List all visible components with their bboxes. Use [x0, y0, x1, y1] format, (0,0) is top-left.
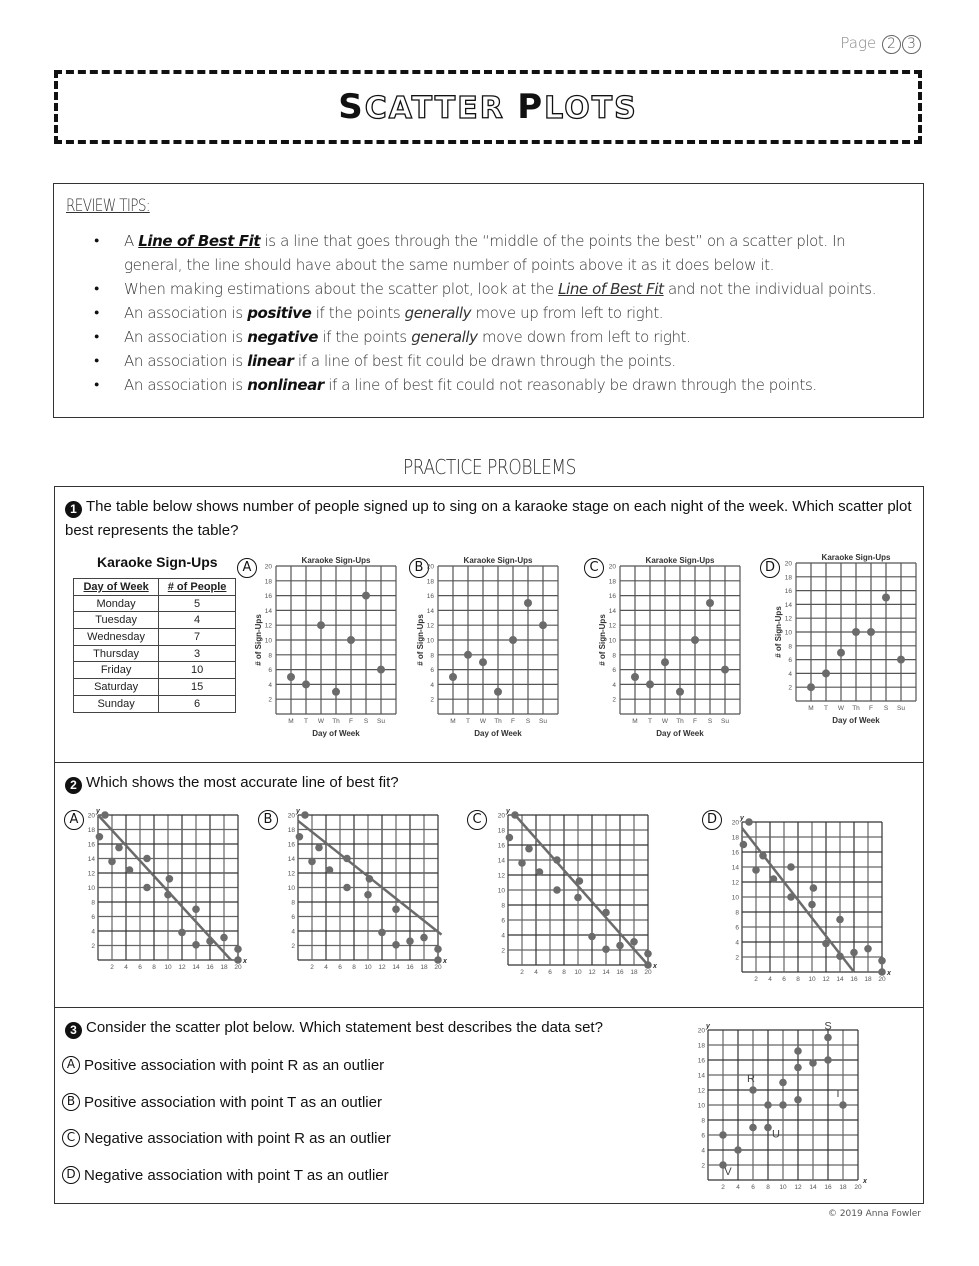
svg-text:18: 18 — [839, 1184, 847, 1191]
svg-text:6: 6 — [612, 667, 616, 675]
svg-text:16: 16 — [731, 849, 739, 857]
svg-text:14: 14 — [608, 607, 616, 615]
svg-text:14: 14 — [192, 964, 200, 971]
svg-text:F: F — [869, 705, 873, 712]
scatter-plot-option-d[interactable] — [770, 549, 920, 739]
svg-text:16: 16 — [784, 588, 792, 596]
svg-text:# of Sign-Ups: # of Sign-Ups — [254, 614, 263, 666]
svg-text:20: 20 — [264, 563, 272, 571]
option-d-badge[interactable]: D — [702, 810, 722, 830]
svg-text:S: S — [525, 718, 531, 725]
tip-item: ● When making estimations about the scatter plot, look at the Line of Best Fit and not the individual points. — [94, 277, 903, 301]
svg-text:S: S — [883, 705, 889, 712]
svg-text:16: 16 — [406, 964, 414, 971]
svg-text:12: 12 — [497, 872, 505, 880]
svg-text:10: 10 — [731, 894, 739, 902]
svg-text:2: 2 — [291, 943, 295, 950]
svg-text:12: 12 — [426, 622, 434, 630]
svg-text:10: 10 — [426, 637, 434, 645]
svg-text:8: 8 — [91, 899, 95, 907]
svg-text:20: 20 — [608, 563, 616, 571]
practice-problems-heading: PRACTICE PROBLEMS — [402, 455, 577, 479]
svg-text:6: 6 — [701, 1132, 705, 1140]
svg-text:W: W — [837, 705, 845, 712]
svg-text:# of Sign-Ups: # of Sign-Ups — [598, 614, 607, 666]
svg-text:16: 16 — [616, 969, 624, 976]
svg-text:2: 2 — [110, 964, 114, 971]
svg-text:8: 8 — [701, 1117, 705, 1125]
problem-2-question: 2 Which shows the most accurate line of best fit? — [65, 771, 913, 795]
svg-text:6: 6 — [291, 914, 295, 921]
line-fit-option-d[interactable] — [724, 812, 904, 992]
svg-text:W: W — [661, 718, 669, 725]
svg-text:8: 8 — [268, 652, 272, 660]
answer-b[interactable]: B Positive association with point T as an outlier — [62, 1093, 382, 1111]
svg-text:2: 2 — [430, 696, 434, 704]
page-digit: 3 — [902, 35, 921, 54]
svg-text:V: V — [724, 1166, 732, 1178]
svg-text:T: T — [824, 705, 828, 712]
svg-text:4: 4 — [534, 969, 538, 976]
page-digit: 2 — [882, 35, 901, 54]
svg-text:F: F — [693, 718, 697, 725]
table-row: Tuesday 4 — [74, 612, 236, 629]
svg-text:18: 18 — [264, 578, 272, 586]
svg-text:4: 4 — [736, 1184, 740, 1191]
copyright: © 2019 Anna Fowler — [827, 1209, 921, 1219]
svg-text:6: 6 — [268, 667, 272, 675]
svg-text:6: 6 — [782, 976, 786, 983]
svg-text:8: 8 — [291, 899, 295, 907]
svg-text:14: 14 — [697, 1072, 705, 1080]
svg-text:Karaoke Sign-Ups: Karaoke Sign-Ups — [645, 556, 715, 565]
svg-text:12: 12 — [378, 964, 386, 971]
scatter-plot-option-b[interactable] — [412, 552, 562, 752]
option-c-badge[interactable]: C — [467, 810, 487, 830]
svg-text:18: 18 — [731, 834, 739, 842]
svg-text:4: 4 — [612, 681, 616, 689]
svg-text:T: T — [834, 1088, 842, 1100]
svg-text:14: 14 — [836, 976, 844, 983]
svg-text:14: 14 — [602, 969, 610, 976]
svg-text:16: 16 — [850, 976, 858, 983]
svg-text:10: 10 — [497, 887, 505, 895]
tip-item: ● An association is positive if the points generally move up from left to right. — [94, 301, 903, 325]
problem-3-question: 3 Consider the scatter plot below. Which statement best describes the data set? — [65, 1016, 913, 1040]
svg-text:18: 18 — [608, 578, 616, 586]
svg-text:20: 20 — [434, 964, 442, 971]
review-tips-box — [53, 183, 924, 418]
svg-text:18: 18 — [497, 827, 505, 835]
svg-text:2: 2 — [268, 696, 272, 704]
svg-text:S: S — [707, 718, 713, 725]
svg-text:W: W — [479, 718, 487, 725]
svg-text:10: 10 — [574, 969, 582, 976]
svg-text:2: 2 — [612, 696, 616, 704]
svg-text:10: 10 — [264, 637, 272, 645]
svg-text:T: T — [466, 718, 470, 725]
svg-text:8: 8 — [766, 1184, 770, 1191]
svg-text:18: 18 — [87, 827, 95, 834]
svg-text:Su: Su — [897, 705, 905, 712]
svg-text:4: 4 — [735, 939, 739, 947]
svg-text:Th: Th — [676, 718, 684, 725]
table-title: Karaoke Sign-Ups — [97, 554, 218, 570]
svg-text:8: 8 — [612, 652, 616, 660]
svg-text:10: 10 — [784, 629, 792, 637]
svg-text:4: 4 — [788, 670, 792, 678]
svg-text:6: 6 — [751, 1184, 755, 1191]
svg-text:12: 12 — [794, 1184, 802, 1191]
svg-text:8: 8 — [152, 964, 156, 971]
page-label: Page — [840, 34, 877, 52]
svg-text:16: 16 — [264, 593, 272, 601]
svg-text:12: 12 — [731, 879, 739, 887]
tip-item: ● A Line of Best Fit is a line that goes through the “middle of the points the best” on a scatter plot. In general, the line should have about the same number of points above it as it does below it. — [94, 229, 903, 277]
svg-text:10: 10 — [364, 964, 372, 971]
svg-text:6: 6 — [548, 969, 552, 976]
svg-text:6: 6 — [91, 914, 95, 921]
svg-text:2: 2 — [735, 954, 739, 962]
page-title: SCATTER PLOTS — [338, 87, 638, 127]
svg-text:y: y — [740, 815, 744, 822]
table-row: Thursday 3 — [74, 645, 236, 662]
svg-text:12: 12 — [608, 622, 616, 630]
svg-text:12: 12 — [588, 969, 596, 976]
page-number — [840, 34, 921, 54]
table-row: Saturday 15 — [74, 679, 236, 696]
svg-text:12: 12 — [697, 1087, 705, 1095]
svg-text:F: F — [511, 718, 515, 725]
scatter-plot-option-c[interactable] — [594, 552, 744, 752]
svg-text:8: 8 — [501, 902, 505, 910]
svg-text:20: 20 — [497, 812, 505, 820]
svg-text:16: 16 — [497, 842, 505, 850]
svg-text:14: 14 — [497, 857, 505, 865]
table-row: Monday 5 — [74, 595, 236, 612]
svg-text:T: T — [648, 718, 652, 725]
scatter-plot-option-a[interactable] — [250, 552, 400, 752]
table-row: Friday 10 — [74, 662, 236, 679]
answer-a[interactable]: A Positive association with point R as an outlier — [62, 1056, 384, 1074]
svg-text:12: 12 — [264, 622, 272, 630]
svg-text:8: 8 — [735, 909, 739, 917]
svg-text:12: 12 — [287, 870, 295, 878]
review-tips-list — [94, 229, 903, 397]
svg-text:Karaoke Sign-Ups: Karaoke Sign-Ups — [301, 556, 371, 565]
svg-text:12: 12 — [784, 615, 792, 623]
title-banner — [54, 70, 922, 144]
svg-text:F: F — [349, 718, 353, 725]
svg-text:8: 8 — [796, 976, 800, 983]
svg-text:20: 20 — [287, 812, 295, 820]
svg-text:6: 6 — [338, 964, 342, 971]
svg-text:# of Sign-Ups: # of Sign-Ups — [416, 614, 425, 666]
svg-text:M: M — [808, 705, 814, 712]
tip-item: ● An association is negative if the points generally move down from left to right. — [94, 325, 903, 349]
table-row: Sunday 6 — [74, 695, 236, 712]
svg-text:Day of Week: Day of Week — [312, 729, 360, 738]
svg-text:2: 2 — [701, 1162, 705, 1170]
svg-text:20: 20 — [784, 560, 792, 568]
svg-text:S: S — [363, 718, 369, 725]
svg-text:16: 16 — [287, 841, 295, 849]
svg-text:20: 20 — [731, 819, 739, 827]
problem-number-badge: 1 — [65, 501, 82, 518]
svg-text:10: 10 — [287, 885, 295, 892]
svg-text:12: 12 — [178, 964, 186, 971]
svg-text:4: 4 — [501, 932, 505, 940]
svg-text:4: 4 — [124, 964, 128, 971]
svg-text:y: y — [706, 1023, 710, 1030]
svg-text:Th: Th — [332, 718, 340, 725]
svg-text:20: 20 — [697, 1027, 705, 1035]
svg-text:2: 2 — [520, 969, 524, 976]
svg-text:2: 2 — [754, 976, 758, 983]
svg-text:14: 14 — [731, 864, 739, 872]
svg-text:6: 6 — [788, 657, 792, 665]
svg-text:U: U — [772, 1128, 780, 1141]
svg-text:6: 6 — [138, 964, 142, 971]
svg-text:18: 18 — [864, 976, 872, 983]
answer-c[interactable]: C Negative association with point R as an outlier — [62, 1129, 391, 1147]
svg-text:4: 4 — [701, 1147, 705, 1155]
svg-text:20: 20 — [878, 976, 886, 983]
svg-text:18: 18 — [630, 969, 638, 976]
svg-text:8: 8 — [788, 643, 792, 651]
svg-text:Th: Th — [852, 705, 860, 712]
svg-text:2: 2 — [501, 947, 505, 955]
svg-text:8: 8 — [352, 964, 356, 971]
svg-text:S: S — [824, 1020, 832, 1033]
svg-text:20: 20 — [426, 563, 434, 571]
svg-text:14: 14 — [784, 601, 792, 609]
svg-text:4: 4 — [91, 928, 95, 936]
svg-text:Su: Su — [721, 718, 729, 725]
svg-text:4: 4 — [268, 681, 272, 689]
svg-text:M: M — [632, 718, 638, 725]
svg-text:20: 20 — [854, 1184, 862, 1191]
option-a-badge[interactable]: A — [237, 558, 257, 578]
svg-text:y: y — [506, 808, 510, 815]
svg-text:10: 10 — [808, 976, 816, 983]
problem-1-question: 1 The table below shows number of people signed up to sing on a karaoke stage on each night of the week. Which scatter plot best represents the table? — [65, 498, 912, 539]
option-b-badge[interactable]: B — [258, 810, 278, 830]
svg-text:2: 2 — [91, 943, 95, 950]
svg-text:T: T — [304, 718, 308, 725]
svg-text:# of Sign-Ups: # of Sign-Ups — [774, 606, 783, 658]
svg-text:20: 20 — [644, 969, 652, 976]
option-b-badge[interactable]: B — [409, 558, 429, 578]
svg-text:Su: Su — [377, 718, 385, 725]
svg-text:16: 16 — [608, 593, 616, 601]
svg-text:16: 16 — [87, 841, 95, 849]
answer-d[interactable]: D Negative association with point T as an outlier — [62, 1166, 389, 1184]
svg-text:8: 8 — [430, 652, 434, 660]
svg-text:Su: Su — [539, 718, 547, 725]
svg-text:8: 8 — [562, 969, 566, 976]
svg-text:x: x — [653, 963, 657, 970]
svg-text:10: 10 — [87, 885, 95, 892]
svg-text:18: 18 — [220, 964, 228, 971]
svg-text:x: x — [887, 970, 891, 977]
svg-text:4: 4 — [768, 976, 772, 983]
svg-text:10: 10 — [779, 1184, 787, 1191]
tip-item: ● An association is linear if a line of best fit could be drawn through the points. — [94, 349, 903, 373]
svg-text:M: M — [450, 718, 456, 725]
svg-text:4: 4 — [430, 681, 434, 689]
svg-text:14: 14 — [426, 607, 434, 615]
svg-text:6: 6 — [501, 917, 505, 925]
svg-text:2: 2 — [721, 1184, 725, 1191]
svg-text:y: y — [96, 808, 100, 815]
svg-text:14: 14 — [809, 1184, 817, 1191]
svg-text:18: 18 — [784, 574, 792, 582]
svg-text:14: 14 — [87, 856, 95, 863]
svg-text:4: 4 — [291, 928, 295, 936]
svg-text:18: 18 — [697, 1042, 705, 1050]
table-row: Wednesday 7 — [74, 629, 236, 646]
svg-text:16: 16 — [824, 1184, 832, 1191]
svg-text:14: 14 — [392, 964, 400, 971]
svg-text:10: 10 — [608, 637, 616, 645]
svg-text:14: 14 — [264, 607, 272, 615]
svg-text:y: y — [296, 808, 300, 815]
problem-number-badge: 3 — [65, 1022, 82, 1039]
svg-text:10: 10 — [697, 1102, 705, 1110]
svg-text:18: 18 — [287, 827, 295, 834]
svg-text:x: x — [863, 1178, 867, 1185]
option-c-badge[interactable]: C — [584, 558, 604, 578]
svg-text:12: 12 — [822, 976, 830, 983]
svg-text:Karaoke Sign-Ups: Karaoke Sign-Ups — [463, 556, 533, 565]
line-fit-option-b[interactable] — [280, 805, 460, 980]
svg-text:2: 2 — [310, 964, 314, 971]
svg-text:20: 20 — [87, 812, 95, 820]
svg-text:6: 6 — [430, 667, 434, 675]
svg-text:6: 6 — [735, 924, 739, 932]
svg-text:16: 16 — [426, 593, 434, 601]
review-tips-heading: REVIEW TIPS: — [66, 196, 150, 216]
svg-text:14: 14 — [287, 856, 295, 863]
karaoke-table: Day of Week # of People Monday 5 Tuesday 4 Wednesday 7 Thursday 3 Friday 10 Saturday 15 Sunday 6 — [73, 578, 236, 713]
svg-text:W: W — [317, 718, 325, 725]
option-d-badge[interactable]: D — [760, 558, 780, 578]
svg-text:12: 12 — [87, 870, 95, 878]
svg-text:M: M — [288, 718, 294, 725]
svg-text:Karaoke Sign-Ups: Karaoke Sign-Ups — [821, 553, 891, 562]
svg-text:16: 16 — [206, 964, 214, 971]
svg-text:Th: Th — [494, 718, 502, 725]
svg-text:Day of Week: Day of Week — [474, 729, 522, 738]
problem-3-scatter-plot — [690, 1020, 880, 1200]
line-fit-option-c[interactable] — [490, 805, 670, 985]
svg-text:10: 10 — [164, 964, 172, 971]
svg-text:x: x — [443, 958, 447, 965]
svg-text:Day of Week: Day of Week — [832, 716, 880, 725]
svg-text:18: 18 — [426, 578, 434, 586]
option-a-badge[interactable]: A — [64, 810, 84, 830]
svg-text:R: R — [747, 1073, 755, 1085]
svg-text:2: 2 — [788, 684, 792, 692]
svg-text:x: x — [243, 958, 247, 965]
svg-text:Day of Week: Day of Week — [656, 729, 704, 738]
problem-number-badge: 2 — [65, 777, 82, 794]
svg-text:4: 4 — [324, 964, 328, 971]
line-fit-option-a[interactable] — [80, 805, 260, 980]
svg-text:18: 18 — [420, 964, 428, 971]
svg-text:20: 20 — [234, 964, 242, 971]
tip-item: ● An association is nonlinear if a line of best fit could not reasonably be drawn through the points. — [94, 373, 903, 397]
svg-text:16: 16 — [697, 1057, 705, 1065]
